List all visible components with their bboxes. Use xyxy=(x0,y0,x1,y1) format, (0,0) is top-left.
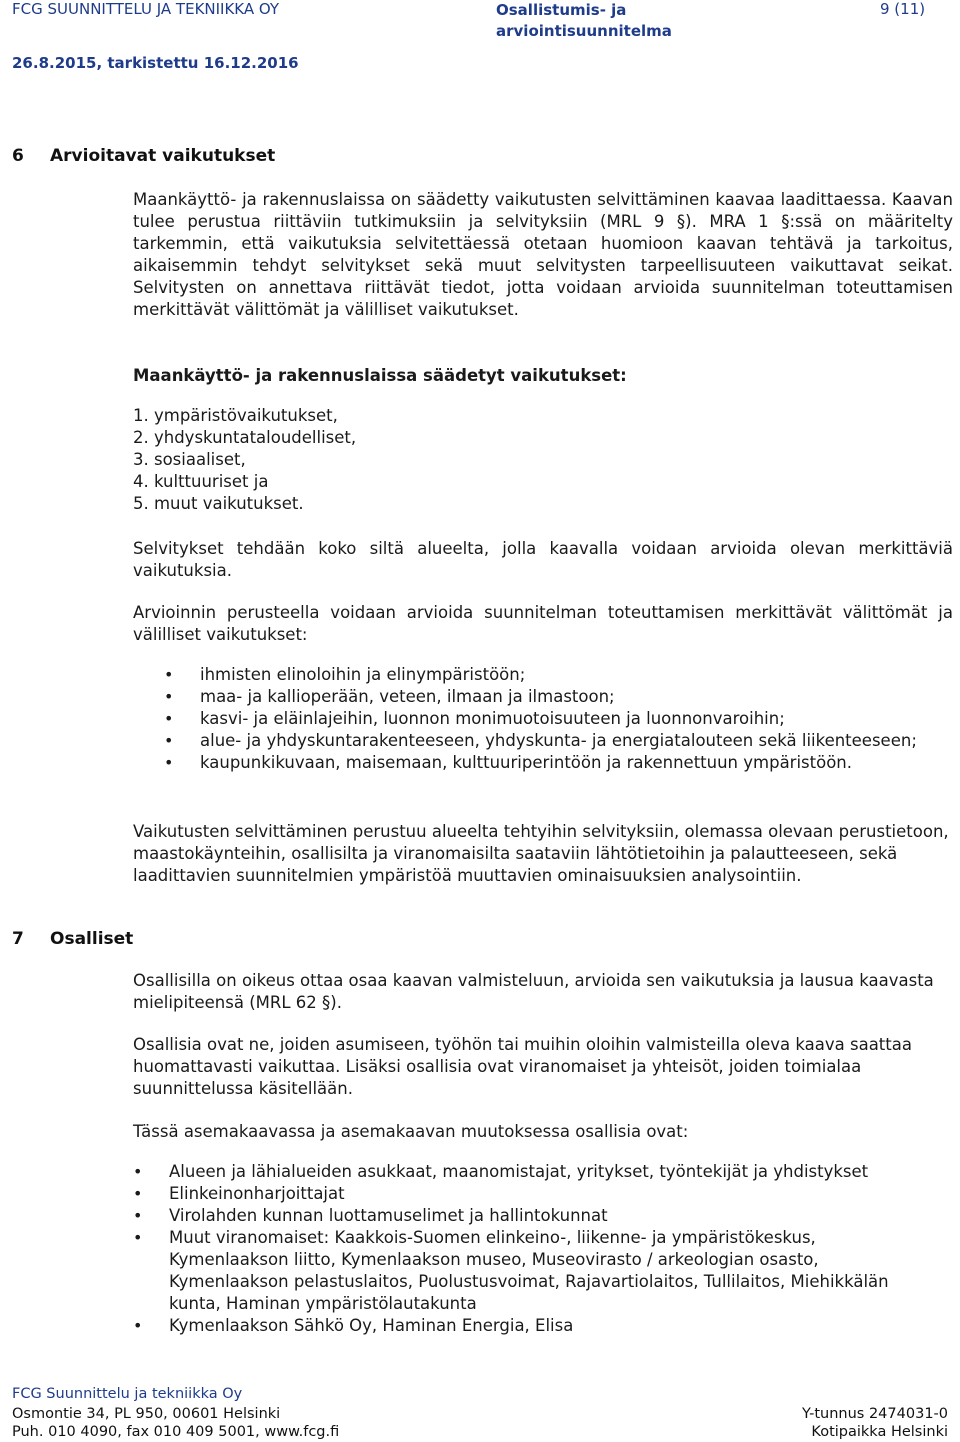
section-7-paragraph-3: Tässä asemakaavassa ja asemakaavan muutoksessa osallisia ovat: xyxy=(133,1122,689,1141)
section-6-intro-paragraph: Maankäyttö- ja rakennuslaissa on säädetty vaikutusten selvittäminen kaavaa laadittaessa. Kaavan tulee perustua riittäviin tutkimuksiin ja selvityksiin (MRL 9 §). MRA 1 §:ssä on määritelty tarkemmin, että vaikutuksia selvitettäessä otetaan huomioon kaavan tehtävä ja tarkoitus, aikaisemmin tehdyt selvitykset sekä muut selvitysten tarpeellisuuteen vaikuttavat seikat. Selvitysten on annettava riittävät tiedot, jotta voidaan arvioida suunnitelman toteuttamisen merkittävät välittömät ja välilliset vaikutukset. xyxy=(133,190,953,319)
header-company: FCG SUUNNITTELU JA TEKNIIKKA OY xyxy=(12,0,280,18)
list-item: • kaupunkikuvaan, maisemaan, kulttuuriperintöön ja rakennettuun ympäristöön. xyxy=(164,752,953,774)
footer-kotipaikka: Kotipaikka Helsinki xyxy=(811,1424,948,1440)
header-doc-title-line1: Osallistumis- ja xyxy=(496,1,627,19)
list-item: • maa- ja kallioperään, veteen, ilmaan ja ilmastoon; xyxy=(164,686,953,708)
section-7-title: Osalliset xyxy=(50,929,134,949)
section-7-number: 7 xyxy=(12,929,24,949)
list-item: • alue- ja yhdyskuntarakenteeseen, yhdyskunta- ja energiatalouteen sekä liikenteeseen; xyxy=(164,730,953,752)
section-7-paragraph-2: Osallisia ovat ne, joiden asumiseen, työhön tai muihin oloihin valmisteilla oleva kaava saattaa huomattavasti vaikuttaa. Lisäksi osallisia ovat viranomaiset ja yhteisöt, joiden toimialaa suunnittelussa käsitellään. xyxy=(133,1035,912,1098)
footer-phone: Puh. 010 4090, fax 010 409 5001, www.fcg.fi xyxy=(12,1424,340,1440)
section-6-impact-list xyxy=(164,664,953,774)
list-item: • Muut viranomaiset: Kaakkois-Suomen elinkeino-, liikenne- ja ympäristökeskus, Kymenlaakson liitto, Kymenlaakson museo, Museovirasto / arkeologian osasto, Kymenlaakson pelastuslaitos, Puolustusvoimat, Rajavartiolaitos, Tullilaitos, Miehikkälän kunta, Haminan ympäristölautakunta xyxy=(133,1227,893,1315)
section-6-paragraph-3: Arvioinnin perusteella voidaan arvioida suunnitelman toteuttamisen merkittävät välittömät ja välilliset vaikutukset: xyxy=(133,603,953,644)
header-doc-title xyxy=(496,0,672,42)
section-6-paragraph-2: Selvitykset tehdään koko siltä alueelta, jolla kaavalla voidaan arvioida olevan merkittäviä vaikutuksia. xyxy=(133,539,953,580)
footer-ytunnus: Y-tunnus 2474031-0 xyxy=(801,1406,948,1422)
list-item: • Virolahden kunnan luottamuselimet ja hallintokunnat xyxy=(133,1205,893,1227)
list-item: 3. sosiaaliset, xyxy=(133,450,246,469)
header-date: 26.8.2015, tarkistettu 16.12.2016 xyxy=(12,54,299,72)
footer-address: Osmontie 34, PL 950, 00601 Helsinki xyxy=(12,1406,281,1422)
list-item: 5. muut vaikutukset. xyxy=(133,494,304,513)
section-6-numbered-list xyxy=(133,405,953,515)
section-7-stakeholder-list xyxy=(133,1161,893,1337)
section-7-paragraph-1: Osallisilla on oikeus ottaa osaa kaavan valmisteluun, arvioida sen vaikutuksia ja lausua kaavasta mielipiteensä (MRL 62 §). xyxy=(133,971,934,1012)
list-item: • Kymenlaakson Sähkö Oy, Haminan Energia, Elisa xyxy=(133,1315,893,1337)
list-item: 1. ympäristövaikutukset, xyxy=(133,406,338,425)
section-6-title: Arvioitavat vaikutukset xyxy=(50,146,276,166)
list-item: • kasvi- ja eläinlajeihin, luonnon monimuotoisuuteen ja luonnonvaroihin; xyxy=(164,708,953,730)
list-item: 4. kulttuuriset ja xyxy=(133,472,269,491)
section-7-heading xyxy=(12,929,133,949)
header-doc-title-line2: arviointisuunnitelma xyxy=(496,22,672,40)
section-6-number: 6 xyxy=(12,146,24,166)
header-page-number: 9 (11) xyxy=(880,0,926,18)
section-6-subheading: Maankäyttö- ja rakennuslaissa säädetyt vaikutukset: xyxy=(133,366,627,385)
footer-company: FCG Suunnittelu ja tekniikka Oy xyxy=(12,1386,243,1402)
list-item: • Elinkeinonharjoittajat xyxy=(133,1183,893,1205)
section-6-paragraph-4: Vaikutusten selvittäminen perustuu alueelta tehtyihin selvityksiin, olemassa olevaan perustietoon, maastokäynteihin, osallisilta ja viranomaisilta saataviin lähtötietoihin ja palautteeseen, sekä laadittavien suunnitelmien ympäristöä muuttavien ominaisuuksien analysointiin. xyxy=(133,822,949,885)
list-item: 2. yhdyskuntataloudelliset, xyxy=(133,428,357,447)
list-item: • Alueen ja lähialueiden asukkaat, maanomistajat, yritykset, työntekijät ja yhdistykset xyxy=(133,1161,893,1183)
list-item: • ihmisten elinoloihin ja elinympäristöön; xyxy=(164,664,953,686)
section-6-heading xyxy=(12,146,275,166)
